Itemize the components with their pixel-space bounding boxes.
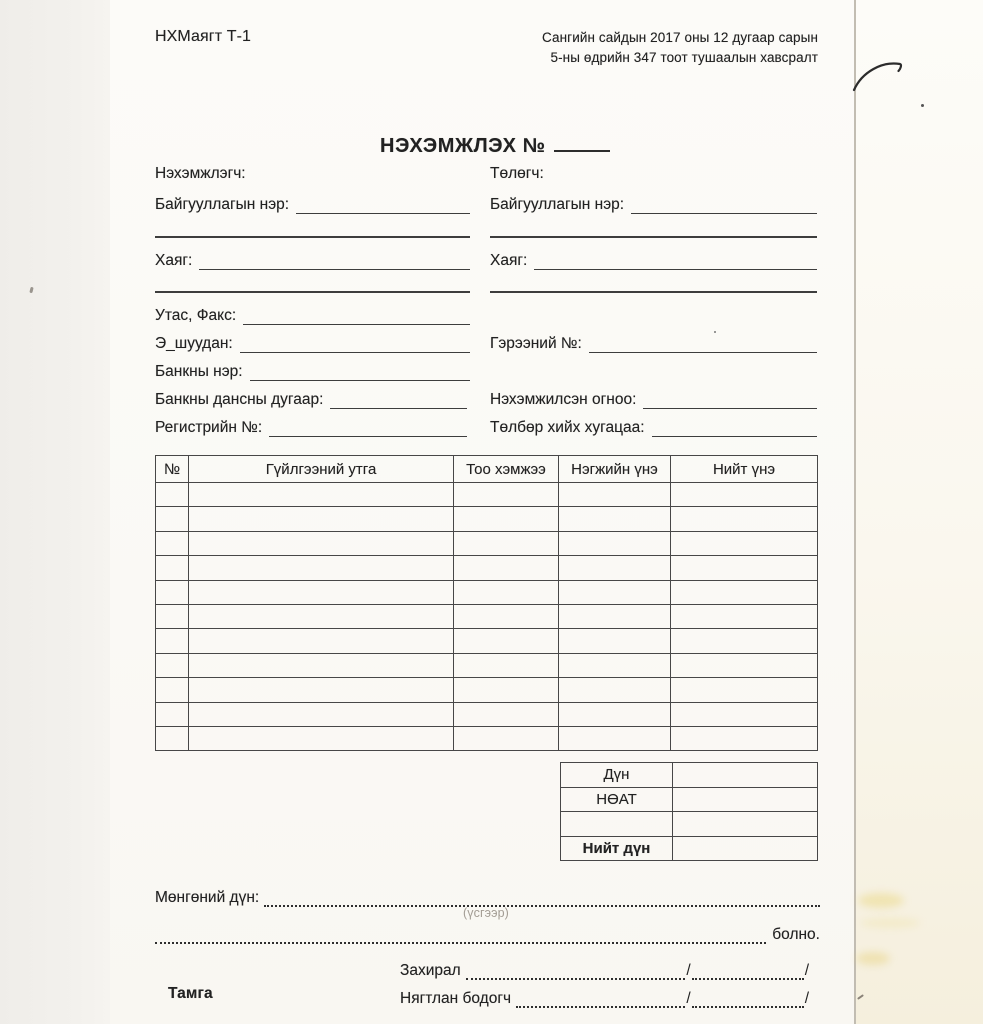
- director-signature-row: [400, 957, 810, 980]
- payer-contract-no-row: [490, 330, 817, 353]
- totals-row-vat: [561, 787, 818, 812]
- cell-quantity: [454, 604, 559, 628]
- invoicer-address-continuation-line: [155, 291, 470, 293]
- payer-invoiced-date-label: Нэхэмжилсэн огноо:: [490, 391, 637, 408]
- cell-quantity: [454, 507, 559, 531]
- slash-separator: /: [686, 962, 691, 979]
- invoicer-bank-name-blank-line: [250, 358, 470, 381]
- cell-total-price: [671, 702, 818, 726]
- cell-number: [156, 678, 189, 702]
- payer-address-row: [490, 247, 817, 270]
- totals-row-blank: [561, 812, 818, 837]
- payer-address-blank-line: [534, 247, 817, 270]
- subtotal-value: [673, 763, 818, 788]
- cell-description: [189, 702, 454, 726]
- cell-quantity: [454, 629, 559, 653]
- scan-right-margin: [856, 0, 983, 1024]
- invoicer-registry-no-label: Регистрийн №:: [155, 419, 263, 436]
- items-empty-row: [156, 604, 818, 628]
- cell-total-price: [671, 483, 818, 507]
- items-empty-row: [156, 629, 818, 653]
- director-label: Захирал: [400, 962, 461, 979]
- scan-speck: [921, 104, 924, 107]
- cell-description: [189, 629, 454, 653]
- cell-unit-price: [559, 483, 671, 507]
- cell-number: [156, 531, 189, 555]
- items-table-body: [156, 483, 818, 751]
- cell-unit-price: [559, 629, 671, 653]
- totals-row-subtotal: [561, 763, 818, 788]
- invoicer-registry-no-row: [155, 414, 467, 437]
- invoicer-org-name-row: [155, 191, 470, 214]
- invoicer-section-heading: [155, 160, 470, 183]
- cell-quantity: [454, 702, 559, 726]
- cell-unit-price: [559, 726, 671, 750]
- cell-number: [156, 629, 189, 653]
- cell-total-price: [671, 556, 818, 580]
- payer-contract-no-label: Гэрээний №:: [490, 335, 582, 352]
- items-empty-row: [156, 531, 818, 555]
- cell-quantity: [454, 483, 559, 507]
- cell-description: [189, 604, 454, 628]
- invoicer-address-row: [155, 247, 470, 270]
- invoicer-email-blank-line: [240, 330, 470, 353]
- blank-total-label: [561, 812, 673, 837]
- cell-number: [156, 580, 189, 604]
- pen-stroke-mark: [848, 48, 918, 98]
- items-table-header-row: [156, 456, 818, 483]
- amount-suffix: болно.: [772, 926, 820, 943]
- totals-row-grand-total: [561, 836, 818, 861]
- items-empty-row: [156, 556, 818, 580]
- payer-section-heading: [490, 160, 817, 183]
- cell-number: [156, 483, 189, 507]
- form-code: НХМаягт Т-1: [155, 28, 252, 45]
- slash-separator: /: [804, 990, 809, 1007]
- payer-org-name-blank-line: [631, 191, 817, 214]
- cell-total-price: [671, 653, 818, 677]
- amount-in-words-row: [155, 884, 820, 907]
- payer-payment-due-blank-line: [652, 414, 817, 437]
- cell-unit-price: [559, 702, 671, 726]
- grand-total-label: Нийт дүн: [561, 836, 673, 861]
- cell-number: [156, 507, 189, 531]
- payer-payment-due-label: Төлбөр хийх хугацаа:: [490, 419, 645, 436]
- cell-description: [189, 726, 454, 750]
- invoicer-phone-fax-row: [155, 302, 470, 325]
- accountant-signature-dotted-line: [516, 985, 685, 1008]
- slash-separator: /: [804, 962, 809, 979]
- invoicer-bank-account-row: [155, 386, 467, 409]
- invoicer-org-name-blank-line: [296, 191, 470, 214]
- cell-quantity: [454, 556, 559, 580]
- items-empty-row: [156, 702, 818, 726]
- cell-total-price: [671, 629, 818, 653]
- items-empty-row: [156, 483, 818, 507]
- appendix-reference: [440, 28, 818, 68]
- cell-total-price: [671, 678, 818, 702]
- slash-separator: /: [686, 990, 691, 1007]
- cell-total-price: [671, 531, 818, 555]
- amount-continuation-dotted-line: [155, 921, 766, 944]
- col-header-unit-price: Нэгжийн үнэ: [559, 456, 671, 483]
- grand-total-value: [673, 836, 818, 861]
- stamp-label: Тамга: [168, 985, 213, 1002]
- invoicer-section-label: Нэхэмжлэгч:: [155, 165, 246, 182]
- cell-quantity: [454, 726, 559, 750]
- col-header-quantity: Тоо хэмжээ: [454, 456, 559, 483]
- invoicer-bank-name-row: [155, 358, 470, 381]
- cell-quantity: [454, 531, 559, 555]
- invoicer-bank-account-label: Банкны дансны дугаар:: [155, 391, 324, 408]
- items-empty-row: [156, 580, 818, 604]
- invoicer-email-row: [155, 330, 470, 353]
- cell-quantity: [454, 678, 559, 702]
- cell-total-price: [671, 580, 818, 604]
- invoicer-phone-fax-blank-line: [243, 302, 470, 325]
- invoicer-registry-no-blank-line: [269, 414, 467, 437]
- invoicer-phone-fax-label: Утас, Факс:: [155, 307, 237, 324]
- subtotal-label: Дүн: [561, 763, 673, 788]
- payer-section-label: Төлөгч:: [490, 165, 544, 182]
- yellow-smudge: [856, 952, 890, 965]
- cell-number: [156, 604, 189, 628]
- payer-invoiced-date-blank-line: [643, 386, 817, 409]
- cell-unit-price: [559, 678, 671, 702]
- yellow-smudge: [858, 893, 904, 908]
- totals-table: [560, 762, 818, 861]
- cell-total-price: [671, 726, 818, 750]
- cell-unit-price: [559, 507, 671, 531]
- cell-quantity: [454, 653, 559, 677]
- payer-address-label: Хаяг:: [490, 252, 528, 269]
- blank-total-value: [673, 812, 818, 837]
- cell-description: [189, 556, 454, 580]
- cell-description: [189, 531, 454, 555]
- cell-unit-price: [559, 531, 671, 555]
- invoicer-bank-account-blank-line: [330, 386, 467, 409]
- cell-quantity: [454, 580, 559, 604]
- in-letters-hint: (үсгээр): [463, 906, 509, 920]
- appendix-line-2: 5-ны өдрийн 347 тоот тушаалын хавсралт: [550, 50, 818, 65]
- invoice-number-blank: [554, 148, 610, 152]
- yellow-smudge: [860, 918, 920, 928]
- payer-org-name-continuation-line: [490, 236, 817, 238]
- payer-contract-no-blank-line: [589, 330, 817, 353]
- invoicer-address-label: Хаяг:: [155, 252, 193, 269]
- cell-unit-price: [559, 580, 671, 604]
- items-empty-row: [156, 726, 818, 750]
- accountant-label: Нягтлан бодогч: [400, 990, 512, 1007]
- items-table: [155, 455, 818, 751]
- cell-description: [189, 483, 454, 507]
- amount-in-words-dotted-line: [264, 884, 820, 907]
- col-header-transaction-description: Гүйлгээний утга: [189, 456, 454, 483]
- payer-invoiced-date-row: [490, 386, 817, 409]
- cell-description: [189, 653, 454, 677]
- col-header-total-price: Нийт үнэ: [671, 456, 818, 483]
- cell-total-price: [671, 604, 818, 628]
- vat-value: [673, 787, 818, 812]
- payer-org-name-row: [490, 191, 817, 214]
- cell-description: [189, 580, 454, 604]
- col-header-number: №: [156, 456, 189, 483]
- invoicer-email-label: Э_шуудан:: [155, 335, 233, 352]
- director-name-dotted-line: [692, 957, 804, 980]
- form-title: НЭХЭМЖЛЭХ №: [380, 135, 546, 157]
- vat-label: НӨАТ: [561, 787, 673, 812]
- items-empty-row: [156, 653, 818, 677]
- cell-number: [156, 556, 189, 580]
- cell-unit-price: [559, 556, 671, 580]
- invoicer-address-blank-line: [199, 247, 470, 270]
- scan-left-margin: [0, 0, 110, 1024]
- items-empty-row: [156, 678, 818, 702]
- payer-address-continuation-line: [490, 291, 817, 293]
- invoicer-bank-name-label: Банкны нэр:: [155, 363, 243, 380]
- cell-number: [156, 726, 189, 750]
- cell-number: [156, 653, 189, 677]
- invoicer-org-name-label: Байгууллагын нэр:: [155, 196, 290, 213]
- cell-number: [156, 702, 189, 726]
- cell-total-price: [671, 507, 818, 531]
- payer-payment-due-row: [490, 414, 817, 437]
- cell-unit-price: [559, 604, 671, 628]
- accountant-signature-row: [400, 985, 810, 1008]
- invoicer-org-name-continuation-line: [155, 236, 470, 238]
- director-signature-dotted-line: [466, 957, 686, 980]
- amount-in-words-continuation-row: [155, 921, 820, 944]
- items-empty-row: [156, 507, 818, 531]
- appendix-line-1: Сангийн сайдын 2017 оны 12 дугаар сарын: [542, 30, 818, 45]
- payer-org-name-label: Байгууллагын нэр:: [490, 196, 625, 213]
- accountant-name-dotted-line: [692, 985, 804, 1008]
- cell-unit-price: [559, 653, 671, 677]
- amount-in-words-label: Мөнгөний дүн:: [155, 889, 260, 906]
- cell-description: [189, 507, 454, 531]
- cell-description: [189, 678, 454, 702]
